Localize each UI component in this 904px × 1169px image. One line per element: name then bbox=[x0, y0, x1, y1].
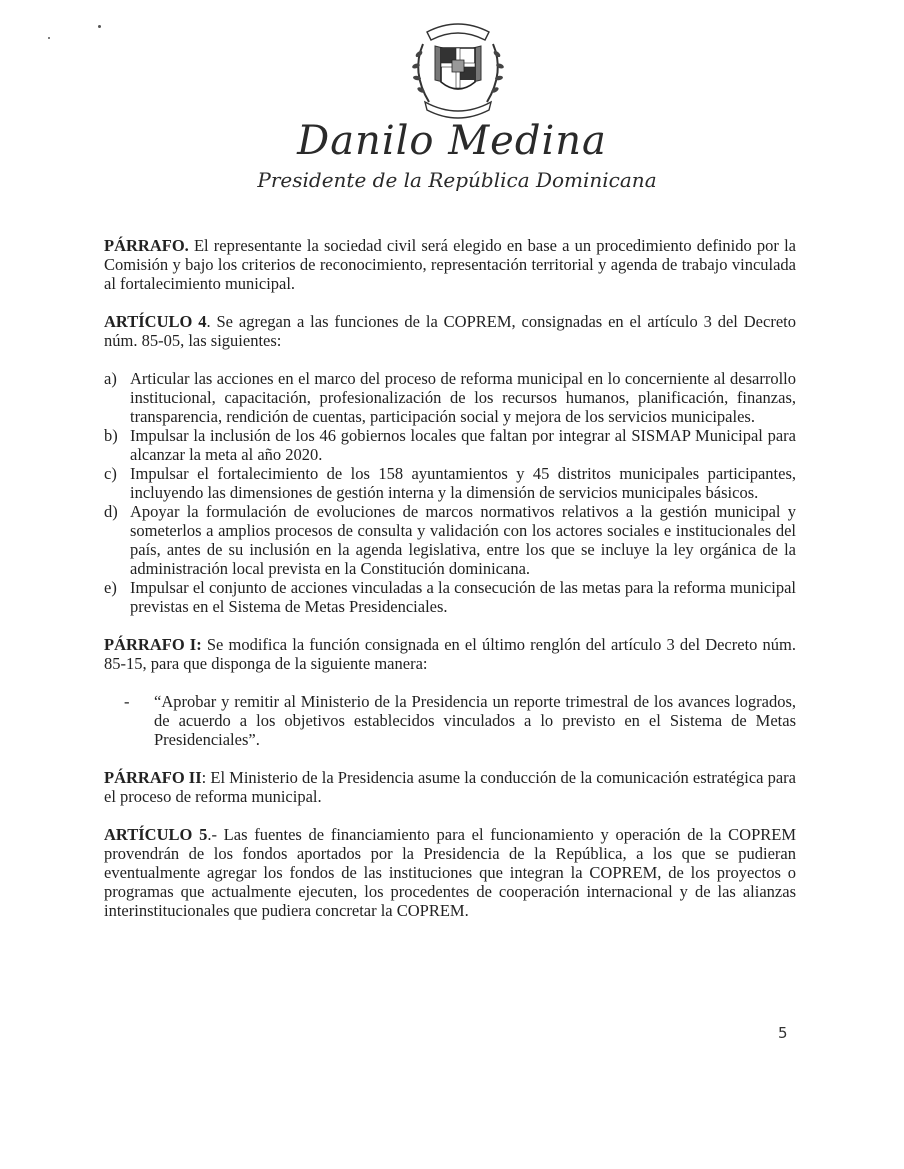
list-marker: b) bbox=[104, 426, 118, 445]
list-item-text: Impulsar el fortalecimiento de los 158 ayuntamientos y 45 distritos municipales participantes, incluyendo las dimensiones de gestión interna y la dimensión de servicios municipales básicos. bbox=[130, 464, 796, 502]
dash-marker: - bbox=[124, 692, 130, 711]
list-marker: d) bbox=[104, 502, 118, 521]
list-marker: c) bbox=[104, 464, 117, 483]
paragraph bbox=[104, 236, 796, 293]
paragraph-label: PÁRRAFO. bbox=[104, 236, 189, 255]
scan-speck bbox=[98, 25, 101, 28]
paragraph-i bbox=[104, 635, 796, 673]
functions-list bbox=[104, 369, 796, 616]
paragraph-text: Se modifica la función consignada en el último renglón del artículo 3 del Decreto núm. 85-15, para que disponga de la siguiente manera: bbox=[104, 635, 796, 673]
paragraph-text: El representante la sociedad civil será elegido en base a un procedimiento definido por la Comisión y bajo los criterios de reconocimiento, representación territorial y agenda de trabajo vinculada al fortalecimiento municipal. bbox=[104, 236, 796, 293]
list-marker: e) bbox=[104, 578, 117, 597]
quoted-function-text: “Aprobar y remitir al Ministerio de la Presidencia un reporte trimestral de los avances logrados, de acuerdo a los objetivos establecidos vinculados a lo previsto en el Sistema de Metas Presidenciales”. bbox=[154, 692, 796, 749]
article-label: ARTÍCULO 5 bbox=[104, 825, 208, 844]
list-item bbox=[104, 578, 796, 616]
paragraph-label: PÁRRAFO II bbox=[104, 768, 202, 787]
page-number: 5 bbox=[778, 1024, 788, 1042]
article-5 bbox=[104, 825, 796, 920]
scan-speck bbox=[48, 37, 50, 39]
list-marker: a) bbox=[104, 369, 117, 388]
article-label: ARTÍCULO 4 bbox=[104, 312, 207, 331]
list-item-text: Apoyar la formulación de evoluciones de marcos normativos relativos a la gestión municipal y someterlos a amplios procesos de consulta y validación con los actores sociales e institucionales del país, antes de su inclusión en la agenda legislativa, entre los que se incluye la ley orgánica de la administración local prevista en la Constitución dominicana. bbox=[130, 502, 796, 578]
article-text: . Se agregan a las funciones de la COPREM, consignadas en el artículo 3 del Decreto núm. 85-05, las siguientes: bbox=[104, 312, 796, 350]
list-item bbox=[104, 426, 796, 464]
list-item bbox=[104, 464, 796, 502]
list-item bbox=[104, 369, 796, 426]
list-item bbox=[104, 692, 796, 749]
article-text: .- Las fuentes de financiamiento para el funcionamiento y operación de la COPREM provendrán de los fondos aportados por la Presidencia de la República, a los que se pudieran eventualmente agregar los fondos de las instituciones que integran la COPREM, de los proyectos o programas que actualmente ejecuten, los procedentes de cooperación internacional y de las alianzas interinstitucionales que pudiera concretar la COPREM. bbox=[104, 825, 797, 920]
paragraph-ii bbox=[104, 768, 796, 806]
list-item-text: Impulsar la inclusión de los 46 gobiernos locales que faltan por integrar al SISMAP Municipal para alcanzar la meta al año 2020. bbox=[130, 426, 796, 464]
list-item bbox=[104, 502, 796, 578]
list-item-text: Articular las acciones en el marco del proceso de reforma municipal en lo concerniente al desarrollo institucional, capacitación, profesionalización de los recursos humanos, planificación, finanzas, transparencia, rendición de cuentas, participación social y mejora de los servicios municipales. bbox=[130, 369, 796, 426]
president-title: Presidente de la República Dominicana bbox=[257, 168, 657, 192]
paragraph-label: PÁRRAFO I: bbox=[104, 635, 202, 654]
article-4 bbox=[104, 312, 796, 350]
quoted-function-list bbox=[104, 692, 796, 749]
coat-of-arms-seal bbox=[405, 10, 511, 126]
president-name: Danilo Medina bbox=[297, 118, 607, 164]
paragraph-text: : El Ministerio de la Presidencia asume la conducción de la comunicación estratégica para el proceso de reforma municipal. bbox=[104, 768, 796, 806]
list-item-text: Impulsar el conjunto de acciones vinculadas a la consecución de las metas para la reforma municipal previstas en el Sistema de Metas Presidenciales. bbox=[130, 578, 796, 616]
document-body bbox=[104, 236, 796, 939]
